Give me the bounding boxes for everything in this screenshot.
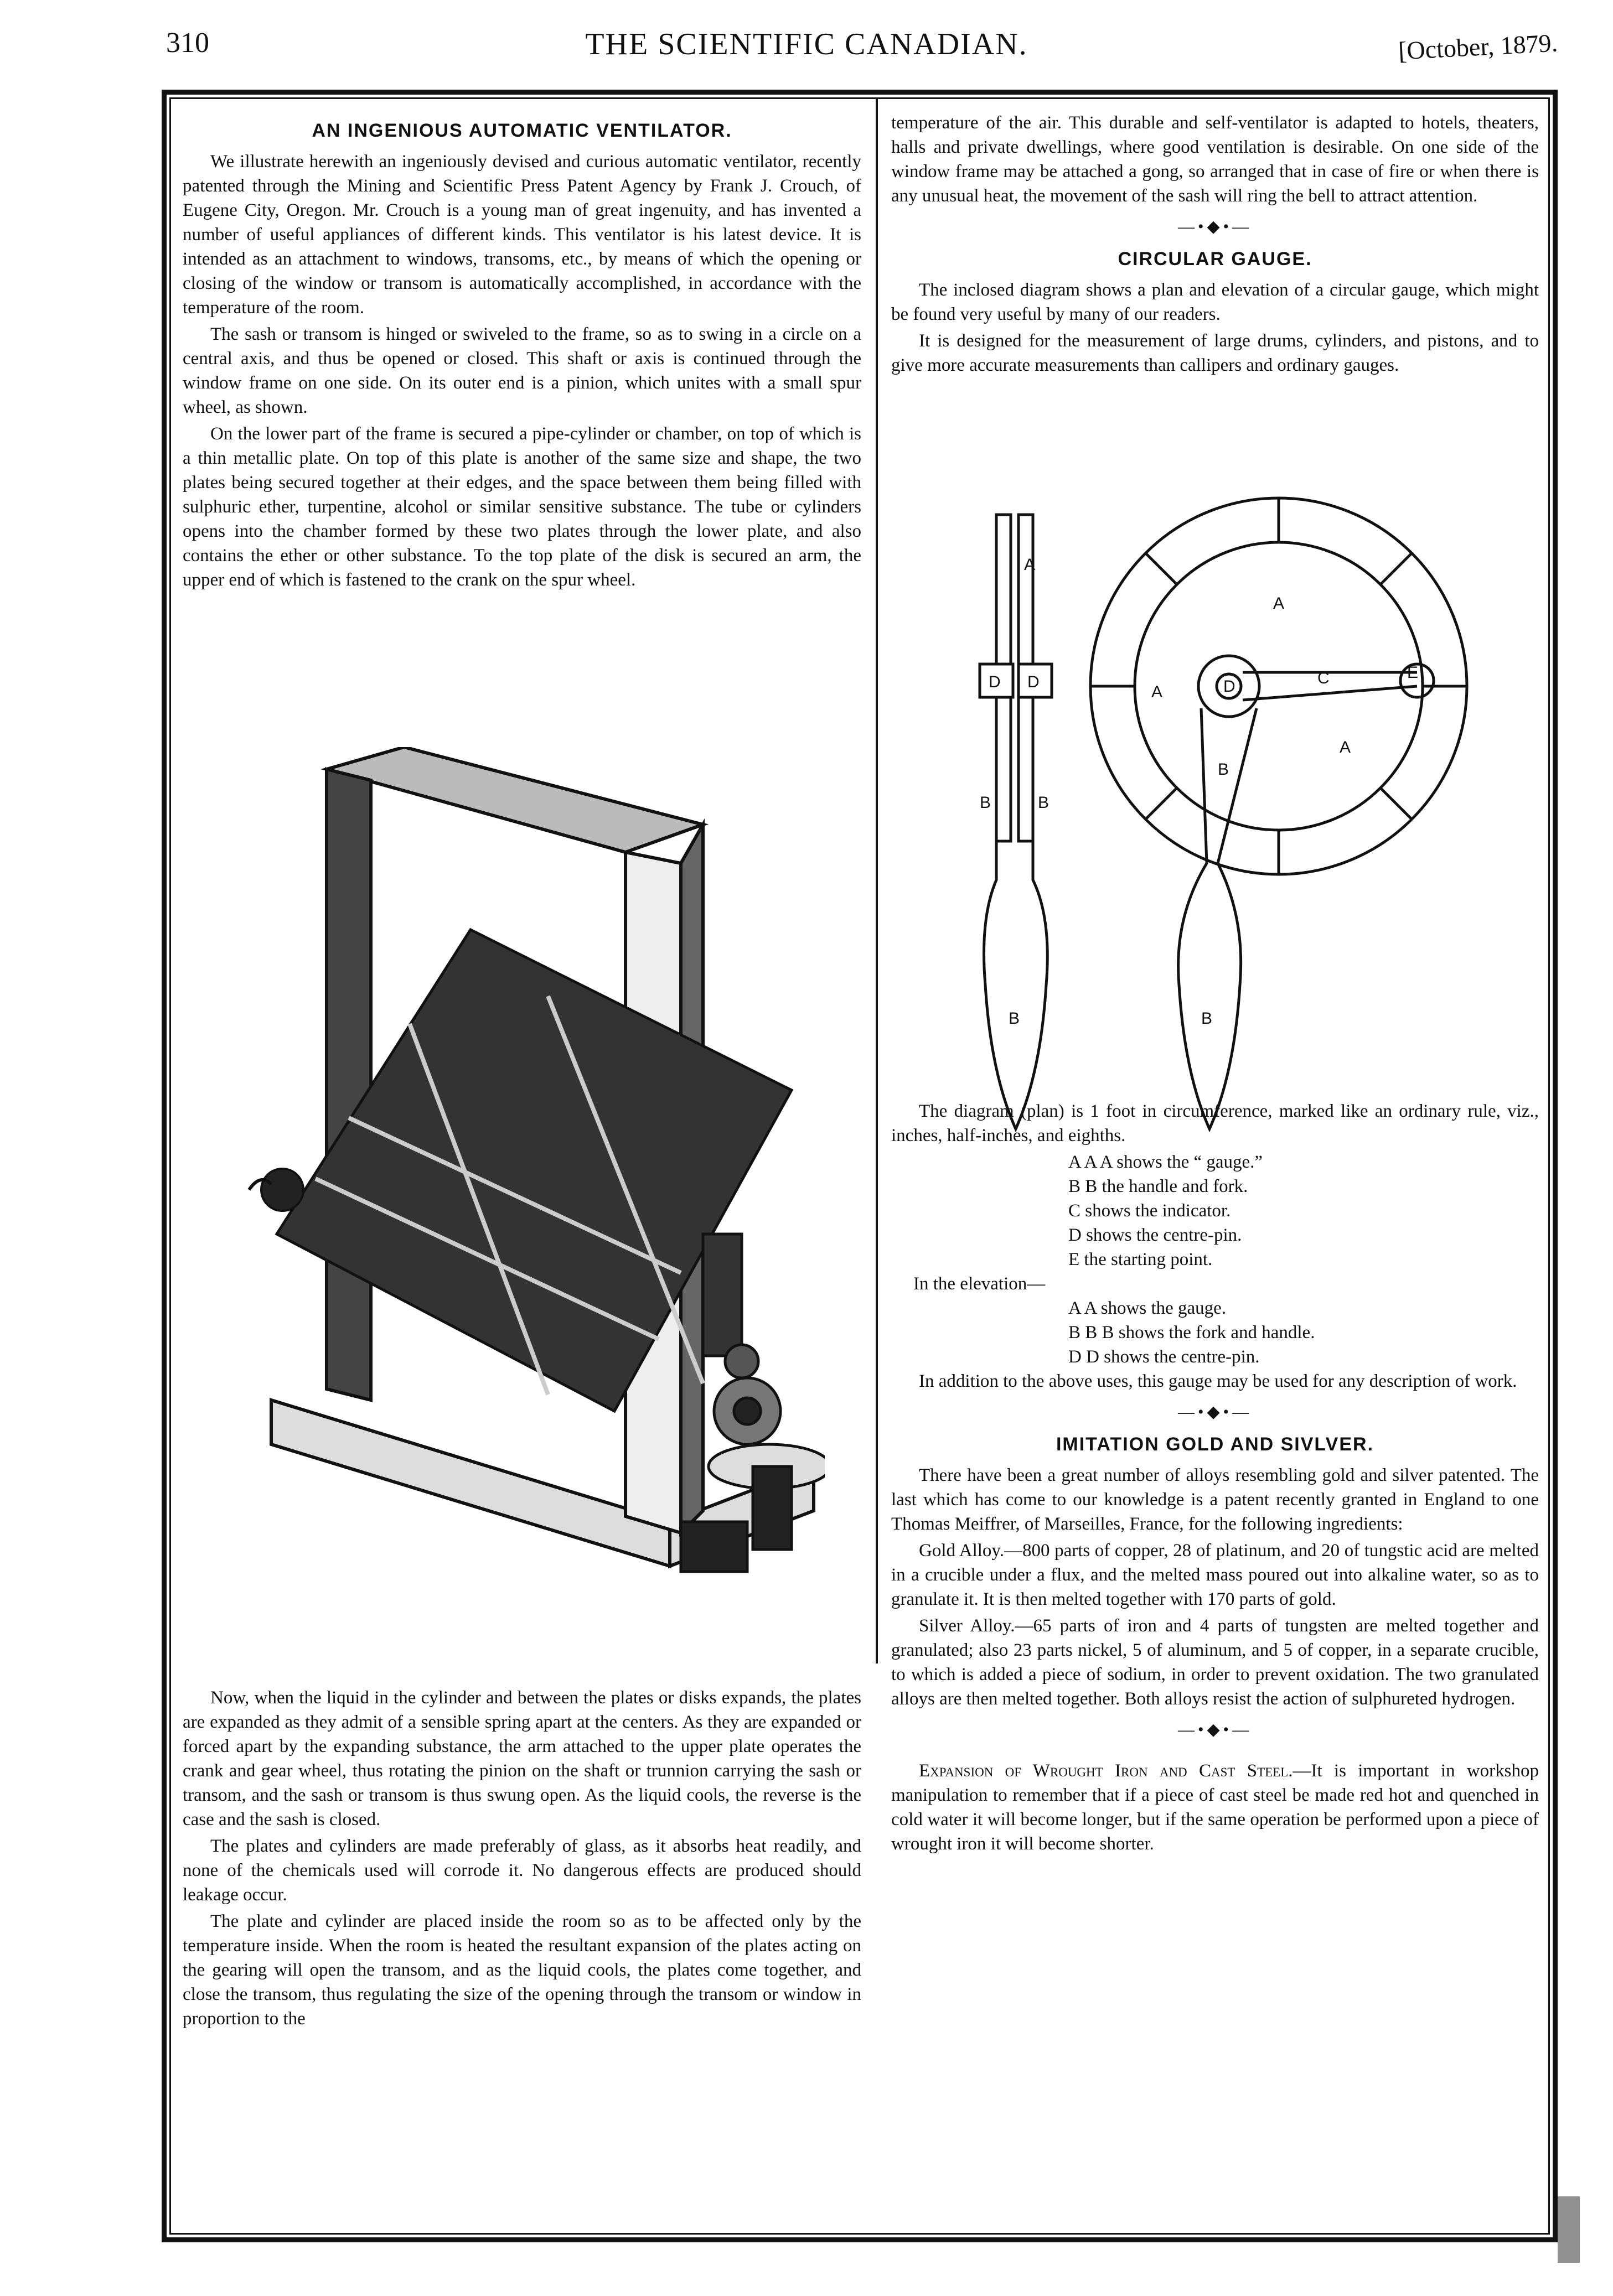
- plan-label-a-top: A: [1273, 594, 1285, 613]
- gauge-diagram: [941, 465, 1495, 1184]
- ventilator-article: [183, 111, 861, 594]
- column-divider: [876, 97, 878, 1663]
- ventilator-engraving: [238, 747, 825, 1655]
- page-number: 310: [166, 27, 209, 59]
- expansion-paragraph: [891, 1759, 1539, 1856]
- plan-label-d: D: [1223, 677, 1235, 696]
- page-corner-stain: [1558, 2196, 1580, 2263]
- elevation-label-d-left: D: [989, 673, 1001, 691]
- plan-label-b-handle: B: [1201, 1009, 1213, 1028]
- section-ornament: —•◆•—: [1177, 1403, 1253, 1421]
- journal-title: THE SCIENTIFIC CANADIAN.: [585, 27, 1028, 61]
- gauge-plan: [1090, 498, 1467, 1129]
- gauge-elevation: [980, 515, 1052, 1129]
- ventilator-paragraph: Now, when the liquid in the cylinder and between the plates or disks expands, the plates are expanded as they admit of a sensible spring apart at the centers. As they are expanded or forced apart by the expanding substance, the arm attached to the upper plate operates the crank and gear wheel, thus rotating the pinion on the shaft or trunnion carrying the sash or transom, and the sash or transom is thus swung open. As the liquid cools, the reverse is the case and the sash is closed.: [183, 1688, 861, 1829]
- page-header: [0, 27, 1613, 71]
- plan-label-c: C: [1317, 669, 1330, 687]
- gauge-elevation-item: A A shows the gauge.: [1068, 1298, 1227, 1318]
- section-ornament: —•◆•—: [1177, 1720, 1253, 1739]
- expansion-text: —It is important in workshop manipulation to remember that if a piece of cast steel be made red hot and quenched in cold water it will become longer, but if the same operation be performed upon a piece of wrought iron it will become shorter.: [891, 1761, 1539, 1854]
- issue-date: [October, 1879.: [1397, 28, 1559, 65]
- ventilator-paragraph: The sash or transom is hinged or swiveled to the frame, so as to swing in a circle on a central axis, and thus be opened or closed. This shaft or axis is continued through the window frame on one side. On its outer end is a pinion, which unites with a small spur wheel, as shown.: [183, 324, 861, 417]
- plan-label-b-fork: B: [1218, 760, 1229, 779]
- gauge-plan-item: E the starting point.: [1068, 1250, 1213, 1269]
- gauge-plan-item: B B the handle and fork.: [1068, 1176, 1248, 1196]
- elevation-label-a: A: [1024, 556, 1036, 574]
- gauge-plan-labels: [1151, 594, 1418, 1028]
- ventilator-paragraph: The plates and cylinders are made preferably of glass, as it absorbs heat readily, and none of the chemicals used will corrode it. No dangerous effects are produced should leakage occur.: [183, 1836, 861, 1905]
- alloys-headline: IMITATION GOLD AND SIVLVER.: [1056, 1434, 1374, 1455]
- gauge-elevation-list: [891, 1296, 1539, 1369]
- section-ornament: —•◆•—: [1177, 217, 1253, 236]
- ventilator-article-continued: [183, 1686, 861, 2033]
- gauge-headline: CIRCULAR GAUGE.: [1118, 248, 1312, 269]
- gauge-elevation-heading: In the elevation—: [913, 1274, 1046, 1294]
- gong-bell: [249, 1169, 303, 1211]
- gauge-paragraph: The inclosed diagram shows a plan and elevation of a circular gauge, which might be found very useful by many of our readers.: [891, 280, 1539, 324]
- gauge-elevation-item: B B B shows the fork and handle.: [1068, 1323, 1315, 1343]
- alloys-paragraph: Gold Alloy.—800 parts of copper, 28 of platinum, and 20 of tungstic acid are melted in a crucible under a flux, and the melted mass poured out into alkaline water, so as to granulate it. It is then melted together with 170 parts of gold.: [891, 1541, 1539, 1609]
- elevation-label-b-right: B: [1038, 794, 1050, 812]
- elevation-label-d-right: D: [1027, 673, 1040, 691]
- gauge-plan-item: A A A shows the “ gauge.”: [1068, 1152, 1263, 1172]
- plan-label-e: E: [1407, 664, 1419, 682]
- expansion-lead: Expansion of Wrought Iron and Cast Steel.: [919, 1761, 1293, 1781]
- gear-mechanism: [703, 1234, 780, 1444]
- elevation-label-b-left: B: [980, 794, 991, 812]
- ventilator-paragraph: The plate and cylinder are placed inside the room so as to be affected only by the temperature inside. When the room is heated the resultant expansion of the plates acting on the gearing will open the transom, and as the liquid cools, the plates come together, and close the transom, thus regulating the size of the opening through the transom or window in proportion to the: [183, 1911, 861, 2029]
- alloys-paragraph: Silver Alloy.—65 parts of iron and 4 parts of tungsten are melted together and granulated; also 23 parts nickel, 5 of aluminum, and 5 of copper, in a separate crucible, to which is added a piece of sodium, in order to prevent oxidation. The two granulated alloys are then melted together. Both alloys resist the action of sulphureted hydrogen.: [891, 1616, 1539, 1709]
- plan-label-a-right: A: [1340, 738, 1351, 756]
- elevation-label-b-handle: B: [1009, 1009, 1020, 1028]
- ventilator-paragraph: We illustrate herewith an ingeniously devised and curious automatic ventilator, recently patented through the Mining and Scientific Press Patent Agency by Frank J. Crouch, of Eugene City, Oregon. Mr. Crouch is a young man of great ingenuity, and has invented a number of useful appliances of different kinds. This ventilator is his latest device. It is intended as an attachment to windows, transoms, etc., by means of which the opening or closing of the window or transom is automatically accomplished, in accordance with the temperature of the room.: [183, 152, 861, 318]
- plan-label-a-left: A: [1151, 683, 1163, 701]
- alloys-paragraph: There have been a great number of alloys resembling gold and silver patented. The last which has come to our knowledge is a patent recently granted in England to one Thomas Meiffrer, of Marseilles, France, for the following ingredients:: [891, 1465, 1539, 1534]
- ventilator-headline: AN INGENIOUS AUTOMATIC VENTILATOR.: [312, 120, 732, 141]
- gauge-closing: In addition to the above uses, this gauge may be used for any description of work.: [919, 1371, 1517, 1391]
- gauge-plan-item: D shows the centre-pin.: [1068, 1225, 1242, 1245]
- ventilator-paragraph: On the lower part of the frame is secured a pipe-cylinder or chamber, on top of which is a thin metallic plate. On top of this plate is another of the same size and shape, the two plates being secured together at their edges, and the space between them being filled with sulphuric ether, turpentine, alcohol or similar sensitive substance. The tube or cylinders opens into the chamber formed by these two plates through the lower plate, and also contains the ether or other substance. To the top plate of the disk is secured an arm, the upper end of which is fastened to the crank on the spur wheel.: [183, 424, 861, 590]
- ventilator-continuation: temperature of the air. This durable and self-ventilator is adapted to hotels, theaters, halls and private dwellings, where good ventilation is desirable. On one side of the window frame may be attached a gong, so arranged that in case of fire or when there is any unusual heat, the movement of the sash will ring the bell to attract attention.: [891, 113, 1539, 206]
- gauge-paragraph: It is designed for the measurement of large drums, cylinders, and pistons, and to give more accurate measurements than callipers and ordinary gauges.: [891, 331, 1539, 375]
- gauge-intro: The diagram (plan) is 1 foot in circumference, marked like an ordinary rule, viz., inches, half-inches, and eighths.: [891, 1101, 1539, 1146]
- gauge-elevation-item: D D shows the centre-pin.: [1068, 1347, 1260, 1367]
- gauge-plan-item: C shows the indicator.: [1068, 1201, 1231, 1221]
- gauge-elevation-labels: [980, 556, 1049, 1028]
